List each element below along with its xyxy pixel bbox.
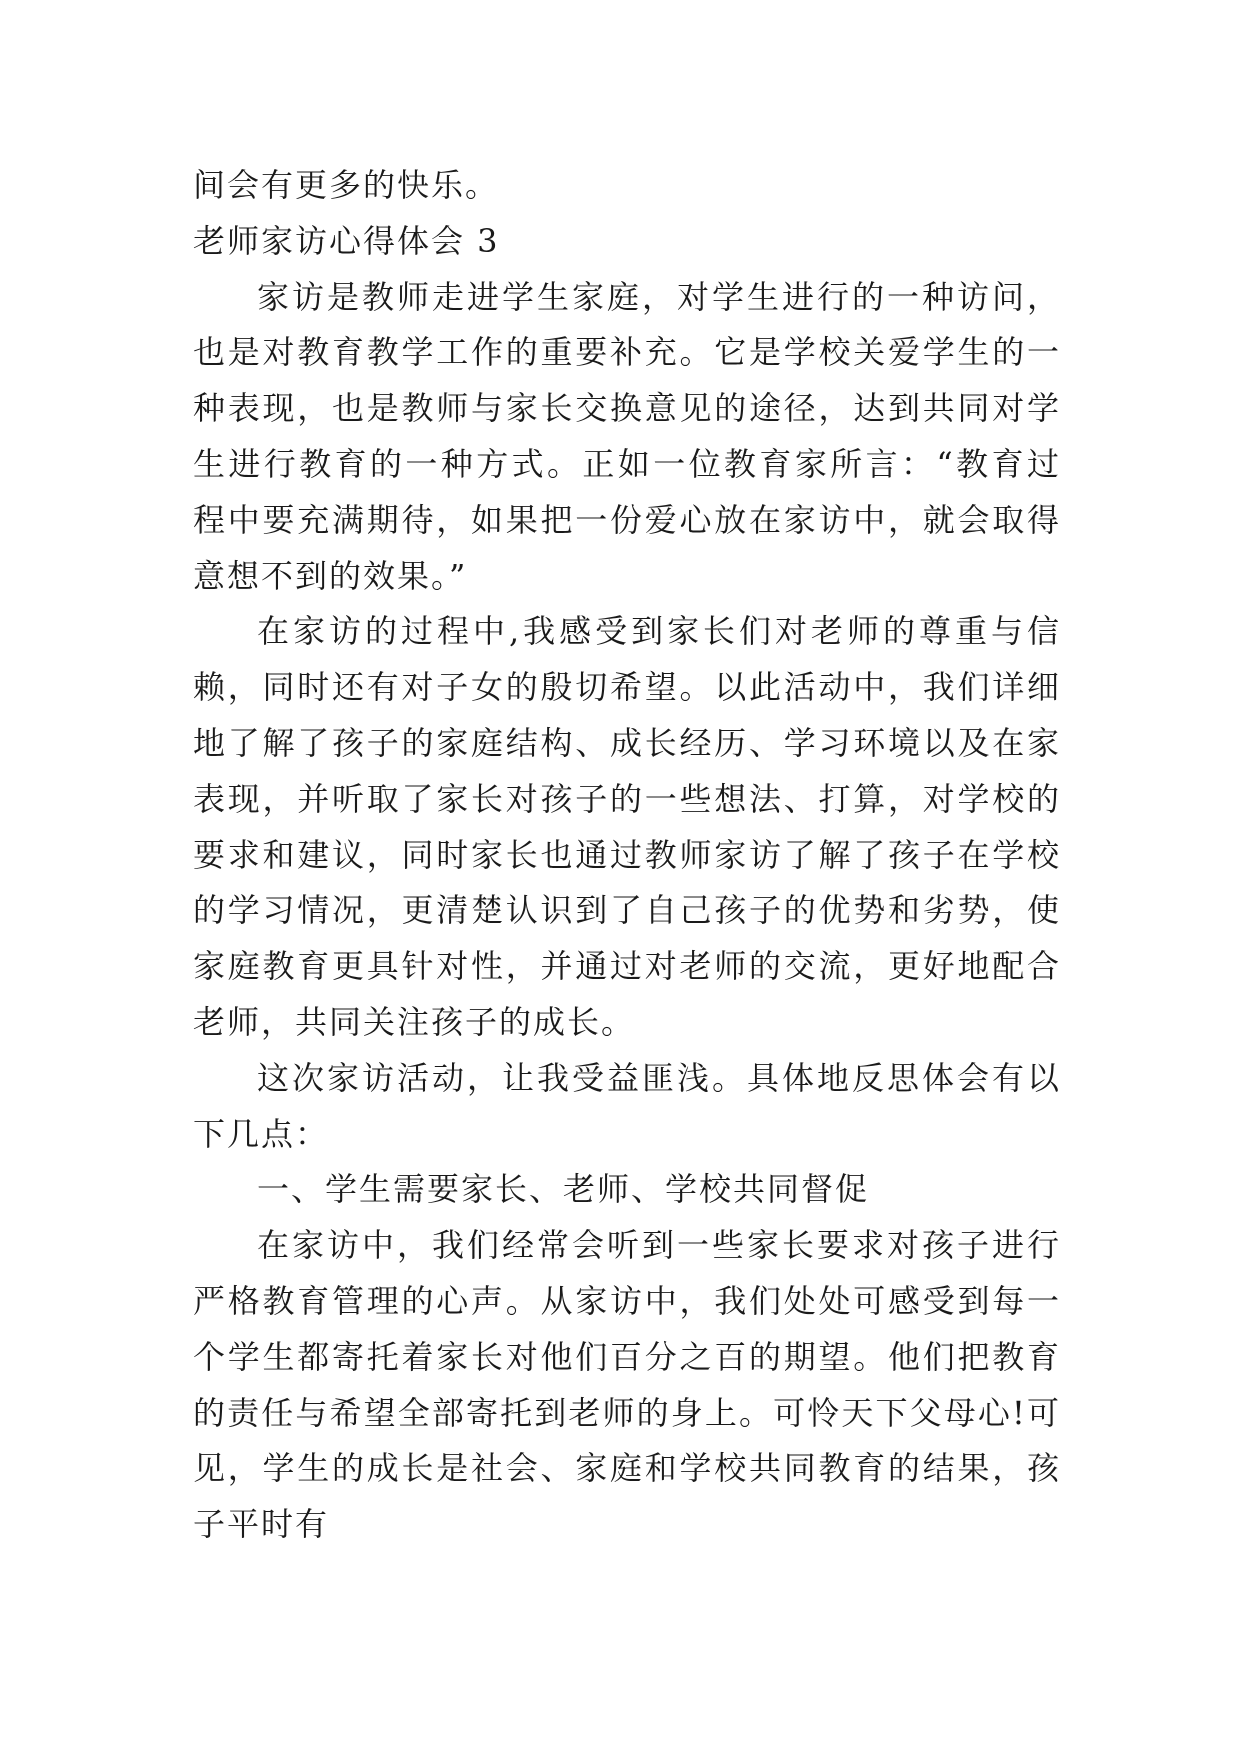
paragraph: 家访是教师走进学生家庭，对学生进行的一种访问，也是对教育教学工作的重要补充。它是学校关爱学生的一种表现，也是教师与家长交换意见的途径，达到共同对学生进行教育的一种方式。正如一位教育家所言：“教育过程中要充满期待，如果把一份爱心放在家访中，就会取得意想不到的效果。” [193, 277, 1061, 595]
paragraph: 这次家访活动，让我受益匪浅。具体地反思体会有以下几点： [193, 1058, 1061, 1153]
paragraph: 在家访中，我们经常会听到一些家长要求对孩子进行严格教育管理的心声。从家访中，我们处处可感受到每一个学生都寄托着家长对他们百分之百的期望。他们把教育的责任与希望全部寄托到老师的身上。可怜天下父母心!可见，学生的成长是社会、家庭和学校共同教育的结果，孩子平时有 [193, 1226, 1061, 1544]
section-heading: 老师家访心得体会 3 [193, 221, 500, 260]
document-body [193, 158, 1061, 1553]
paragraph: 在家访的过程中,我感受到家长们对老师的尊重与信赖，同时还有对子女的殷切希望。以此活动中，我们详细地了解了孩子的家庭结构、成长经历、学习环境以及在家表现，并听取了家长对孩子的一些想法、打算，对学校的要求和建议，同时家长也通过教师家访了解了孩子在学校的学习情况，更清楚认识到了自己孩子的优势和劣势，使家庭教育更具针对性，并通过对老师的交流，更好地配合老师，共同关注孩子的成长。 [193, 612, 1061, 1041]
subheading: 一、学生需要家长、老师、学校共同督促 [257, 1170, 870, 1209]
paragraph-continuation: 间会有更多的快乐。 [193, 166, 500, 204]
